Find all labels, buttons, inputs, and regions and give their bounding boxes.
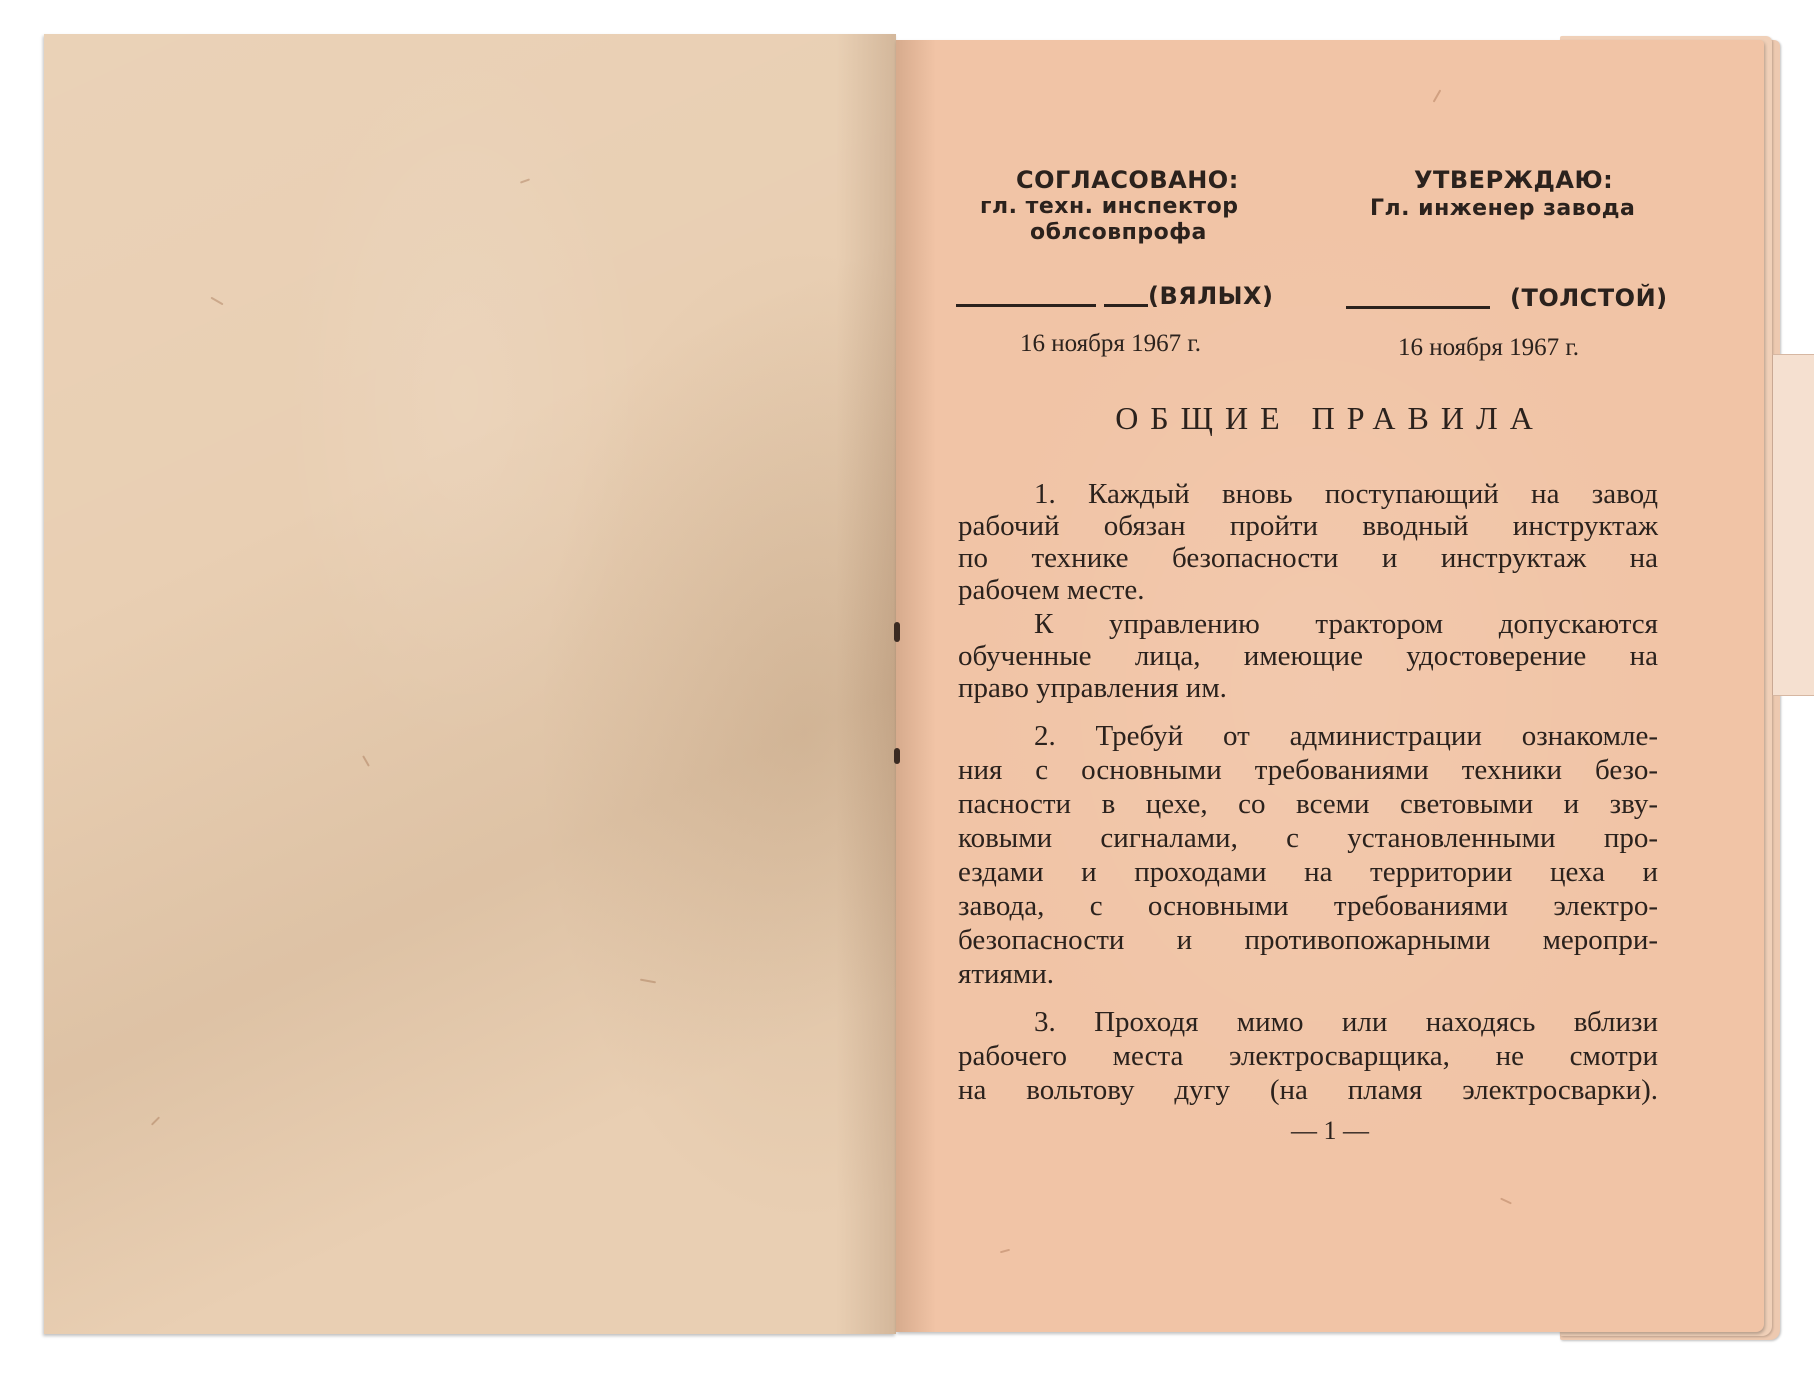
signature-line [1104,304,1148,307]
approval-right-date: 16 ноября 1967 г. [1398,334,1580,361]
body-line: ятиями. [958,958,1054,990]
staple [894,622,900,642]
body-line: пасности в цехе, со всеми световыми и зву- [958,788,1658,820]
signature-line [956,304,1096,307]
body-line: право управления им. [958,672,1227,704]
body-line: рабочем месте. [958,574,1145,606]
staple [894,748,900,764]
body-line: по технике безопасности и инструктаж на [958,542,1658,574]
approval-left-title: СОГЛАСОВАНО: [1016,166,1239,194]
left-blank-page [44,34,896,1334]
approval-left-date: 16 ноября 1967 г. [1020,330,1202,357]
body-line: К управлению трактором допускаются [1034,608,1658,640]
body-line: ковыми сигналами, с установленными про- [958,822,1658,854]
body-line: 3. Проходя мимо или находясь вблизи [1034,1006,1658,1038]
body-line: завода, с основными требованиями электро- [958,890,1658,922]
body-line: 2. Требуй от администрации ознакомле- [1034,720,1658,752]
body-line: на вольтову дугу (на пламя электросварки). [958,1074,1658,1106]
body-line: ездами и проходами на территории цеха и [958,856,1658,888]
approval-right-signature-name: (ТОЛСТОЙ) [1510,284,1668,312]
body-line: 1. Каждый вновь поступающий на завод [1034,478,1658,510]
body-line: ния с основными требованиями техники безо- [958,754,1658,786]
approval-right-position: Гл. инженер завода [1370,196,1636,221]
body-line: безопасности и противопожарными меропри- [958,924,1658,956]
body-line: обученные лица, имеющие удостоверение на [958,640,1658,672]
body-line: рабочего места электросварщика, не смотри [958,1040,1658,1072]
section-heading: ОБЩИЕ ПРАВИЛА [1115,400,1545,436]
page-number: — 1 — [1291,1116,1369,1145]
approval-left-signature-name: (ВЯЛЫХ) [1148,282,1274,310]
approval-left-organization: облсовпрофа [1030,220,1207,245]
body-line: рабочий обязан пройти вводный инструктаж [958,510,1658,542]
signature-line [1346,306,1490,309]
page-fold-shadow [836,34,896,1334]
approval-right-title: УТВЕРЖДАЮ: [1414,166,1614,194]
approval-left-position: гл. техн. инспектор [980,194,1239,219]
inserted-sheet-tab [1772,354,1814,696]
